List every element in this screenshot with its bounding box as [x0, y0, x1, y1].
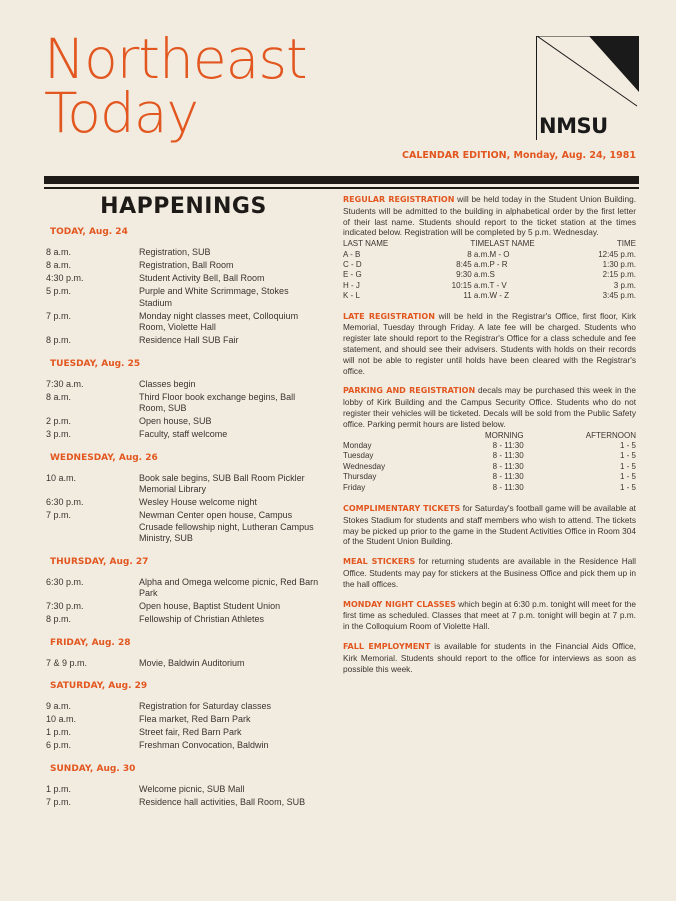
happenings-heading: HAPPENINGS — [100, 194, 267, 219]
table-cell: 11 a.m. — [463, 291, 490, 301]
notice-late-registration — [343, 311, 636, 377]
event-time: 7 p.m. — [46, 796, 72, 807]
event-desc: Student Activity Bell, Ball Room — [139, 273, 265, 283]
table-cell: S — [489, 270, 495, 280]
day-label: THURSDAY, Aug. 27 — [50, 556, 149, 567]
table-row — [343, 472, 636, 482]
table-cell: 8 a.m. — [467, 249, 490, 259]
event-time: 7 p.m. — [46, 310, 72, 321]
event-time: 8 p.m. — [46, 335, 72, 345]
logo-text: NMSU — [539, 114, 608, 138]
day-label: TUESDAY, Aug. 25 — [50, 358, 141, 369]
table-cell: 8 - 11:30 — [492, 472, 524, 482]
event-time: 4:30 p.m. — [46, 273, 84, 283]
notice-monday-night-classes — [343, 599, 636, 632]
table-cell: E - G — [343, 270, 362, 280]
event-desc: Residence hall activities, Ball Room, SUB — [139, 796, 306, 807]
notice-text: will be held in the Registrar's Office, first floor, Kirk Memorial, Tuesday through Friday. A late fee will be charged. Students who register late should report to the Registrar's Office for a class schedule and fee statement, and should see their advisers. Students with holds on their records will not be able to register until holds have been cleared with the Registrar's office. — [343, 310, 637, 376]
happenings-days — [46, 227, 321, 808]
table-cell: K - L — [343, 291, 360, 301]
event-time: 9 a.m. — [46, 701, 72, 711]
table-row — [343, 462, 636, 472]
table-cell: 8:45 a.m. — [456, 260, 490, 269]
notice-text: decals may be purchased this week in the lobby of Kirk Building and the Campus Security Office. Students who do not register their vehicles will be ticketed. Decals will be sold from the Public Safety office. Parking permit hours are listed below. — [343, 385, 636, 429]
event-row — [46, 701, 321, 713]
table-cell: 3 p.m. — [613, 280, 636, 290]
table-cell: 12:45 p.m. — [598, 249, 636, 259]
event-time: 7:30 p.m. — [46, 601, 84, 611]
table-row — [343, 281, 636, 291]
table-cell: T - V — [489, 280, 507, 290]
edition-line: CALENDAR EDITION, Monday, Aug. 24, 1981 — [402, 150, 636, 161]
event-desc: Welcome picnic, SUB Mall — [139, 783, 245, 794]
event-desc: Fellowship of Christian Athletes — [139, 614, 265, 624]
event-time: 2 p.m. — [46, 416, 72, 426]
event-desc: Third Floor book exchange begins, Ball Room, SUB — [139, 391, 296, 413]
registration-table-header — [343, 239, 636, 249]
event-desc: Open house, Baptist Student Union — [139, 601, 281, 611]
event-row — [46, 416, 321, 428]
table-cell: 1:30 p.m. — [602, 260, 636, 269]
table-cell: 1 - 5 — [619, 482, 636, 492]
event-row — [46, 497, 321, 509]
event-time: 3 p.m. — [46, 429, 72, 439]
table-header-cell: MORNING — [484, 430, 524, 440]
registration-table-body — [343, 250, 636, 302]
table-cell: Thursday — [343, 472, 377, 482]
event-time: 6:30 p.m. — [46, 497, 84, 507]
event-row — [46, 614, 321, 626]
event-row — [46, 273, 321, 285]
event-desc: Open house, SUB — [139, 416, 212, 426]
table-header-cell — [343, 431, 437, 441]
notice-lead: LATE REGISTRATION — [343, 311, 435, 321]
event-row — [46, 601, 321, 613]
table-row — [343, 260, 636, 270]
event-desc: Movie, Baldwin Auditorium — [139, 657, 245, 668]
table-cell: 1 - 5 — [619, 441, 636, 450]
event-row — [46, 311, 321, 334]
event-time: 10 a.m. — [46, 472, 77, 483]
registration-table — [343, 239, 636, 301]
notice-text: will be held today in the Student Union Building. Students will be admitted to the building in alphabetical order by the first letter of their last name. Students should report to the ticket station at the times indicated below. Registration will be completed by 5 p.m. Wednesday. — [343, 194, 637, 238]
notice-text: for Saturday's football game will be available at Stokes Stadium for students and staff members who wish to attend. The tickets may be picked up prior to the game in the Student Activities Office in Room 304 of the Student Union Building. — [343, 503, 636, 547]
notice-parking — [343, 385, 636, 493]
notice-lead: MONDAY NIGHT CLASSES — [343, 599, 456, 609]
table-header-cell: LAST NAME — [489, 239, 535, 249]
event-desc: Alpha and Omega welcome picnic, Red Barn Park — [139, 576, 319, 598]
event-desc: Newman Center open house, Campus Crusade fellowship night, Lutheran Campus Ministry, SUB — [139, 510, 314, 543]
masthead-line2: Today — [44, 81, 199, 145]
notice-fall-employment — [343, 641, 636, 674]
parking-table-body — [343, 441, 636, 493]
masthead-line1: Northeast — [44, 27, 307, 91]
table-cell: M - O — [489, 249, 510, 259]
notice-text: for returning students are available in the Residence Hall Office. Students may pay for stickers at the Business Office and pick them up in the hall offices. — [343, 556, 636, 589]
table-cell: H - J — [343, 280, 360, 290]
event-row — [46, 260, 321, 272]
event-desc: Book sale begins, SUB Ball Room Pickler Memorial Library — [139, 472, 305, 494]
event-time: 8 a.m. — [46, 391, 72, 402]
table-cell: 2:15 p.m. — [602, 270, 636, 280]
event-desc: Registration for Saturday classes — [139, 701, 272, 711]
event-desc: Purple and White Scrimmage, Stokes Stadium — [139, 286, 289, 308]
event-row — [46, 247, 321, 259]
table-row — [343, 291, 636, 301]
happenings-column — [46, 190, 321, 810]
event-row — [46, 740, 321, 752]
table-header-cell: TIME — [616, 239, 636, 249]
event-desc: Wesley House welcome night — [139, 497, 257, 507]
event-time: 8 a.m. — [46, 247, 72, 257]
table-header-cell: TIME — [470, 239, 490, 249]
table-cell: Wednesday — [343, 461, 386, 471]
table-row — [343, 483, 636, 493]
event-row — [46, 577, 321, 600]
table-cell: 3:45 p.m. — [602, 291, 636, 301]
event-row — [46, 797, 321, 809]
notice-lead: PARKING AND REGISTRATION — [343, 386, 476, 396]
event-time: 7 & 9 p.m. — [46, 657, 88, 668]
table-cell: 8 - 11:30 — [492, 451, 524, 461]
parking-table-header — [343, 431, 636, 441]
table-cell: P - R — [489, 260, 508, 269]
table-cell: A - B — [343, 249, 361, 259]
event-row — [46, 727, 321, 739]
table-cell: 10:15 a.m. — [451, 280, 490, 290]
table-cell: 9:30 a.m. — [456, 270, 490, 280]
event-row — [46, 286, 321, 309]
notice-lead: FALL EMPLOYMENT — [343, 642, 431, 651]
notice-complimentary-tickets — [343, 503, 636, 547]
notice-lead: MEAL STICKERS — [343, 557, 416, 567]
table-cell: 8 - 11:30 — [492, 482, 524, 492]
notice-lead: COMPLIMENTARY TICKETS — [343, 504, 461, 514]
notices-column — [343, 194, 636, 683]
table-cell: W - Z — [489, 291, 510, 301]
day-label: SATURDAY, Aug. 29 — [50, 681, 148, 691]
table-cell: 8 - 11:30 — [492, 441, 524, 450]
event-row — [46, 784, 321, 796]
event-row — [46, 714, 321, 726]
masthead-title — [44, 27, 307, 145]
day-label: FRIDAY, Aug. 28 — [50, 637, 131, 648]
table-cell: Tuesday — [343, 451, 374, 461]
event-row — [46, 510, 321, 545]
notice-lead: REGULAR REGISTRATION — [343, 195, 455, 204]
parking-table — [343, 431, 636, 493]
table-row — [343, 270, 636, 280]
event-desc: Registration, SUB — [139, 247, 211, 257]
event-row — [46, 473, 321, 496]
event-time: 6 p.m. — [46, 740, 72, 750]
event-desc: Classes begin — [139, 378, 196, 389]
day-label: WEDNESDAY, Aug. 26 — [50, 452, 158, 463]
event-row — [46, 392, 321, 415]
table-cell: Friday — [343, 482, 366, 492]
event-time: 8 a.m. — [46, 260, 72, 270]
event-desc: Monday night classes meet, Colloquium Room, Violette Hall — [139, 310, 299, 332]
header-rule-thick — [44, 176, 639, 184]
table-row — [343, 250, 636, 260]
table-header-cell: AFTERNOON — [585, 430, 636, 440]
table-cell: 1 - 5 — [619, 461, 636, 471]
event-time: 6:30 p.m. — [46, 576, 84, 587]
event-time: 7:30 a.m. — [46, 378, 84, 389]
event-row — [46, 335, 321, 347]
event-desc: Faculty, staff welcome — [139, 429, 228, 439]
table-row — [343, 451, 636, 461]
event-desc: Freshman Convocation, Baldwin — [139, 740, 269, 750]
header-rule-thin — [44, 187, 639, 189]
table-cell: 1 - 5 — [619, 472, 636, 482]
day-label: TODAY, Aug. 24 — [50, 227, 128, 237]
event-time: 5 p.m. — [46, 286, 72, 296]
event-desc: Street fair, Red Barn Park — [139, 727, 242, 737]
table-row — [343, 441, 636, 451]
event-time: 8 p.m. — [46, 614, 72, 624]
event-row — [46, 429, 321, 441]
event-desc: Registration, Ball Room — [139, 260, 234, 270]
table-cell: Monday — [343, 441, 372, 450]
table-cell: C - D — [343, 260, 362, 269]
notice-meal-stickers — [343, 556, 636, 589]
notice-text: which begin at 6:30 p.m. tonight will meet for the first time as scheduled. Classes that meet at 7 p.m. tonight will begin at 7 p.m. in the Colloquium Room of Violette Hall. — [343, 598, 636, 632]
table-cell: 1 - 5 — [619, 451, 636, 461]
event-row — [46, 379, 321, 391]
notice-text: is available for students in the Financial Aids Office, Kirk Memorial. Students should report to the office for interviews as soon as possible this week. — [343, 641, 636, 674]
event-desc: Flea market, Red Barn Park — [139, 714, 251, 724]
event-row — [46, 658, 321, 670]
event-time: 1 p.m. — [46, 727, 72, 737]
event-time: 7 p.m. — [46, 510, 72, 520]
event-desc: Residence Hall SUB Fair — [139, 335, 239, 345]
event-time: 10 a.m. — [46, 714, 77, 724]
nmsu-logo — [536, 36, 638, 140]
event-time: 1 p.m. — [46, 783, 72, 794]
table-header-cell: LAST NAME — [343, 239, 389, 249]
notice-regular-registration — [343, 194, 636, 302]
day-label: SUNDAY, Aug. 30 — [50, 763, 136, 774]
table-cell: 8 - 11:30 — [492, 461, 524, 471]
